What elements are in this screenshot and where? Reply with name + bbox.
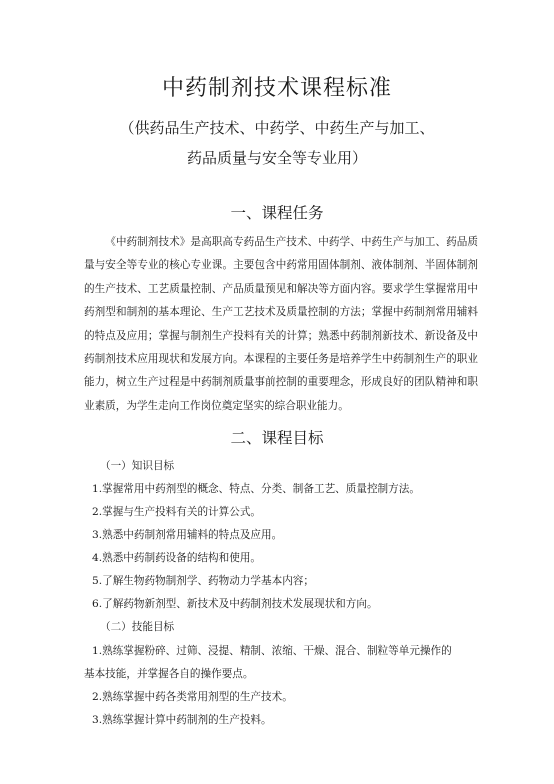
knowledge-item: 5.了解生物药物制剂学、药物动力学基本内容； bbox=[92, 575, 314, 587]
document-subtitle-line2: 药品质量与安全等专业用） bbox=[186, 149, 367, 167]
knowledge-item: 1.掌握常用中药剂型的概念、特点、分类、制备工艺、质量控制方法。 bbox=[92, 483, 420, 495]
knowledge-item: 4.熟悉中药制药设备的结构和使用。 bbox=[92, 552, 262, 564]
skill-item: 2.熟练掌握中药各类常用剂型的生产技术。 bbox=[92, 691, 293, 703]
knowledge-objectives-heading: （一）知识目标 bbox=[100, 460, 175, 472]
course-tasks-paragraph: 《中药制剂技术》是高职高专药品生产技术、中药学、中药生产与加工、药品质量与安全等专业的核心专业课。主要包含中药常用固体制剂、液体制剂、半固体制剂的生产技术、工艺质量控制、产品质量预见和解决等方面内容。要求学生掌握常用中药剂型和制剂的基本理论、生产工艺技术及质量控制的方法；掌握中药制剂常用辅料的特点及应用；掌握与制剂生产投料有关的计算；熟悉中药制剂新技术、新设备及中药制剂技术应用现状和发展方向。本课程的主要任务是培养学生中药制剂生产的职业能力，树立生产过程是中药制剂质量事前控制的重要理念，形成良好的团队精神和职业素质，为学生走向工作岗位奠定坚实的综合职业能力。 bbox=[84, 236, 478, 412]
skill-item-continuation: 基本技能，并掌握各自的操作要点。 bbox=[84, 668, 254, 680]
document-title: 中药制剂技术课程标准 bbox=[161, 76, 392, 101]
skill-item: 3.熟练掌握计算中药制剂的生产投料。 bbox=[92, 714, 272, 726]
skill-item: 1.熟练掌握粉碎、过筛、浸提、精制、浓缩、干燥、混合、制粒等单元操作的 bbox=[92, 645, 452, 657]
section-heading-course-objectives: 二、课程目标 bbox=[230, 429, 324, 447]
knowledge-item: 2.掌握与生产投料有关的计算公式。 bbox=[92, 506, 262, 518]
skill-objectives-heading: （二）技能目标 bbox=[100, 621, 175, 633]
knowledge-item: 6.了解药物新剂型、新技术及中药制剂技术发展现状和方向。 bbox=[92, 598, 378, 610]
section-heading-course-tasks: 一、课程任务 bbox=[230, 204, 324, 222]
document-subtitle-line1: （供药品生产技术、中药学、中药生产与加工、 bbox=[119, 119, 435, 137]
knowledge-item: 3.熟悉中药制剂常用辅料的特点及应用。 bbox=[92, 529, 283, 541]
